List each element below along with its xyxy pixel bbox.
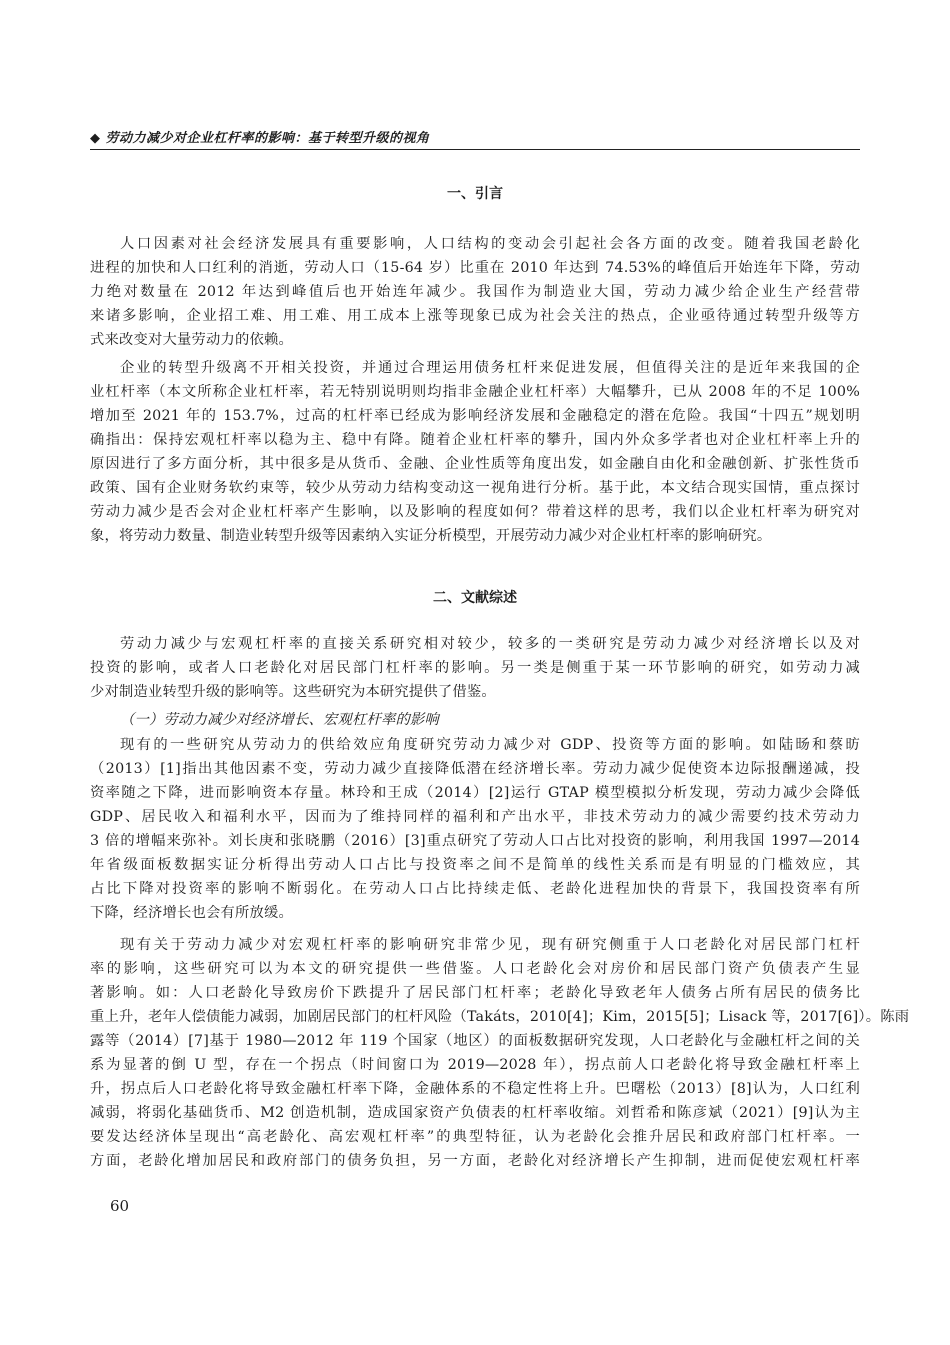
text-line: 来诸多影响，企业招工难、用工难、用工成本上涨等现象已成为社会关注的热点，企业亟待通过转型升级等方 <box>90 308 860 324</box>
text-line: 3 倍的增幅来弥补。刘长庚和张晓鹏（2016）[3]重点研究了劳动人口占比对投资的影响，利用我国 1997—2014 <box>90 833 860 849</box>
text-line: 劳动力减少与宏观杠杆率的直接关系研究相对较少，较多的一类研究是劳动力减少对经济增长以及对 <box>120 636 860 652</box>
text-line: 减弱，将弱化基础货币、M2 创造机制，造成国家资产负债表的杠杆率收缩。刘哲希和陈彦斌（2021）[9]认为主 <box>90 1105 860 1121</box>
text-line: 要发达经济体呈现出“高老龄化、高宏观杠杆率”的典型特征，认为老龄化会推升居民和政府部门杠杆率。一 <box>90 1129 860 1145</box>
text-line: 著影响。如：人口老龄化导致房价下跌提升了居民部门杠杆率；老龄化导致老年人债务占所有居民的债务比 <box>90 985 860 1001</box>
text-line: 露等（2014）[7]基于 1980—2012 年 119 个国家（地区）的面板数据研究发现，人口老龄化与金融杠杆之间的关 <box>90 1033 860 1049</box>
text-line: 增加至 2021 年的 153.7%，过高的杠杆率已经成为影响经济发展和金融稳定的潜在危险。我国“十四五”规划明 <box>90 408 860 424</box>
text-line: （2013）[1]指出其他因素不变，劳动力减少直接降低潜在经济增长率。劳动力减少促使资本边际报酬递减，投 <box>90 761 860 777</box>
paragraph <box>90 232 860 352</box>
text-line: 系为显著的倒 U 型，存在一个拐点（时间窗口为 2019—2028 年），拐点前人口老龄化将导致金融杠杆率上 <box>90 1057 860 1073</box>
text-line: 方面，老龄化增加居民和政府部门的债务负担，另一方面，老龄化对经济增长产生抑制，进而促使宏观杠杆率 <box>90 1153 860 1169</box>
text-line: 升，拐点后人口老龄化将导致金融杠杆率下降，金融体系的不稳定性将上升。巴曙松（2013）[8]认为，人口红利 <box>90 1081 860 1097</box>
text-line: 式来改变对大量劳动力的依赖。 <box>90 332 293 348</box>
text-line: 原因进行了多方面分析，其中很多是从货币、金融、企业性质等角度出发，如金融自由化和金融创新、扩张性货币 <box>90 456 860 472</box>
text-line: 资率随之下降，进而影响资本存量。林玲和王成（2014）[2]运行 GTAP 模型模拟分析发现，劳动力减少会降低 <box>90 785 860 801</box>
text-line: 重上升，老年人偿债能力减弱，加剧居民部门的杠杆风险（Takáts，2010[4]；Kim，2015[5]；Lisack 等，2017[6]）。陈雨 <box>90 1009 910 1025</box>
text-line: 占比下降对投资率的影响不断弱化。在劳动人口占比持续走低、老龄化进程加快的背景下，我国投资率有所 <box>90 881 860 897</box>
text-line: 力绝对数量在 2012 年达到峰值后也开始连年减少。我国作为制造业大国，劳动力减少给企业生产经营带 <box>90 284 860 300</box>
text-line: 象，将劳动力数量、制造业转型升级等因素纳入实证分析模型，开展劳动力减少对企业杠杆率的影响研究。 <box>90 528 772 544</box>
subheading <box>90 708 860 732</box>
text-line: 企业的转型升级离不开相关投资，并通过合理运用债务杠杆来促进发展，但值得关注的是近年来我国的企 <box>120 360 860 376</box>
text-line: 劳动力减少是否会对企业杠杆率产生影响，以及影响的程度如何？带着这样的思考，我们以企业杠杆率为研究对 <box>90 504 860 520</box>
subsection-heading: （一）劳动力减少对经济增长、宏观杠杆率的影响 <box>120 712 439 728</box>
text-line: 确指出：保持宏观杠杆率以稳为主、稳中有降。随着企业杠杆率的攀升，国内外众多学者也对企业杠杆率上升的 <box>90 432 860 448</box>
text-line: GDP、居民收入和福利水平，因而为了维持同样的福利和产出水平，非技术劳动力的减少需要约技术劳动力 <box>90 809 860 825</box>
paragraph <box>90 933 910 1173</box>
text-line: 率的影响，这些研究可以为本文的研究提供一些借鉴。人口老龄化会对房价和居民部门资产负债表产生显 <box>90 961 860 977</box>
running-header <box>90 127 860 146</box>
text-line: 少对制造业转型升级的影响等。这些研究为本研究提供了借鉴。 <box>90 684 496 700</box>
running-title: 劳动力减少对企业杠杆率的影响：基于转型升级的视角 <box>105 131 430 146</box>
paragraph <box>90 733 860 925</box>
text-line: 投资的影响，或者人口老龄化对居民部门杠杆率的影响。另一类是侧重于某一环节影响的研究，如劳动力减 <box>90 660 860 676</box>
text-line: 人口因素对社会经济发展具有重要影响，人口结构的变动会引起社会各方面的改变。随着我国老龄化 <box>120 236 860 252</box>
text-line: 进程的加快和人口红利的消逝，劳动人口（15-64 岁）比重在 2010 年达到 74.53%的峰值后开始连年下降，劳动 <box>90 260 860 276</box>
section-title-literature-review: 二、文献综述 <box>433 590 517 606</box>
text-line: 政策、国有企业财务软约束等，较少从劳动力结构变动这一视角进行分析。基于此，本文结合现实国情，重点探讨 <box>90 480 860 496</box>
section-title-introduction: 一、引言 <box>447 186 503 202</box>
paragraph <box>90 632 860 704</box>
text-line: 下降，经济增长也会有所放缓。 <box>90 905 293 921</box>
text-line: 年省级面板数据实证分析得出劳动人口占比与投资率之间不是简单的线性关系而是有明显的门槛效应，其 <box>90 857 860 873</box>
header-rule <box>90 149 860 150</box>
text-line: 业杠杆率（本文所称企业杠杆率，若无特别说明则均指非金融企业杠杆率）大幅攀升，已从 2008 年的不足 100% <box>90 384 860 400</box>
text-line: 现有关于劳动力减少对宏观杠杆率的影响研究非常少见，现有研究侧重于人口老龄化对居民部门杠杆 <box>120 937 860 953</box>
paragraph <box>90 356 860 548</box>
header-bullet-icon: ◆ <box>90 131 101 146</box>
text-line: 现有的一些研究从劳动力的供给效应角度研究劳动力减少对 GDP、投资等方面的影响。如陆旸和蔡昉 <box>120 737 860 753</box>
page-number: 60 <box>110 1197 130 1215</box>
